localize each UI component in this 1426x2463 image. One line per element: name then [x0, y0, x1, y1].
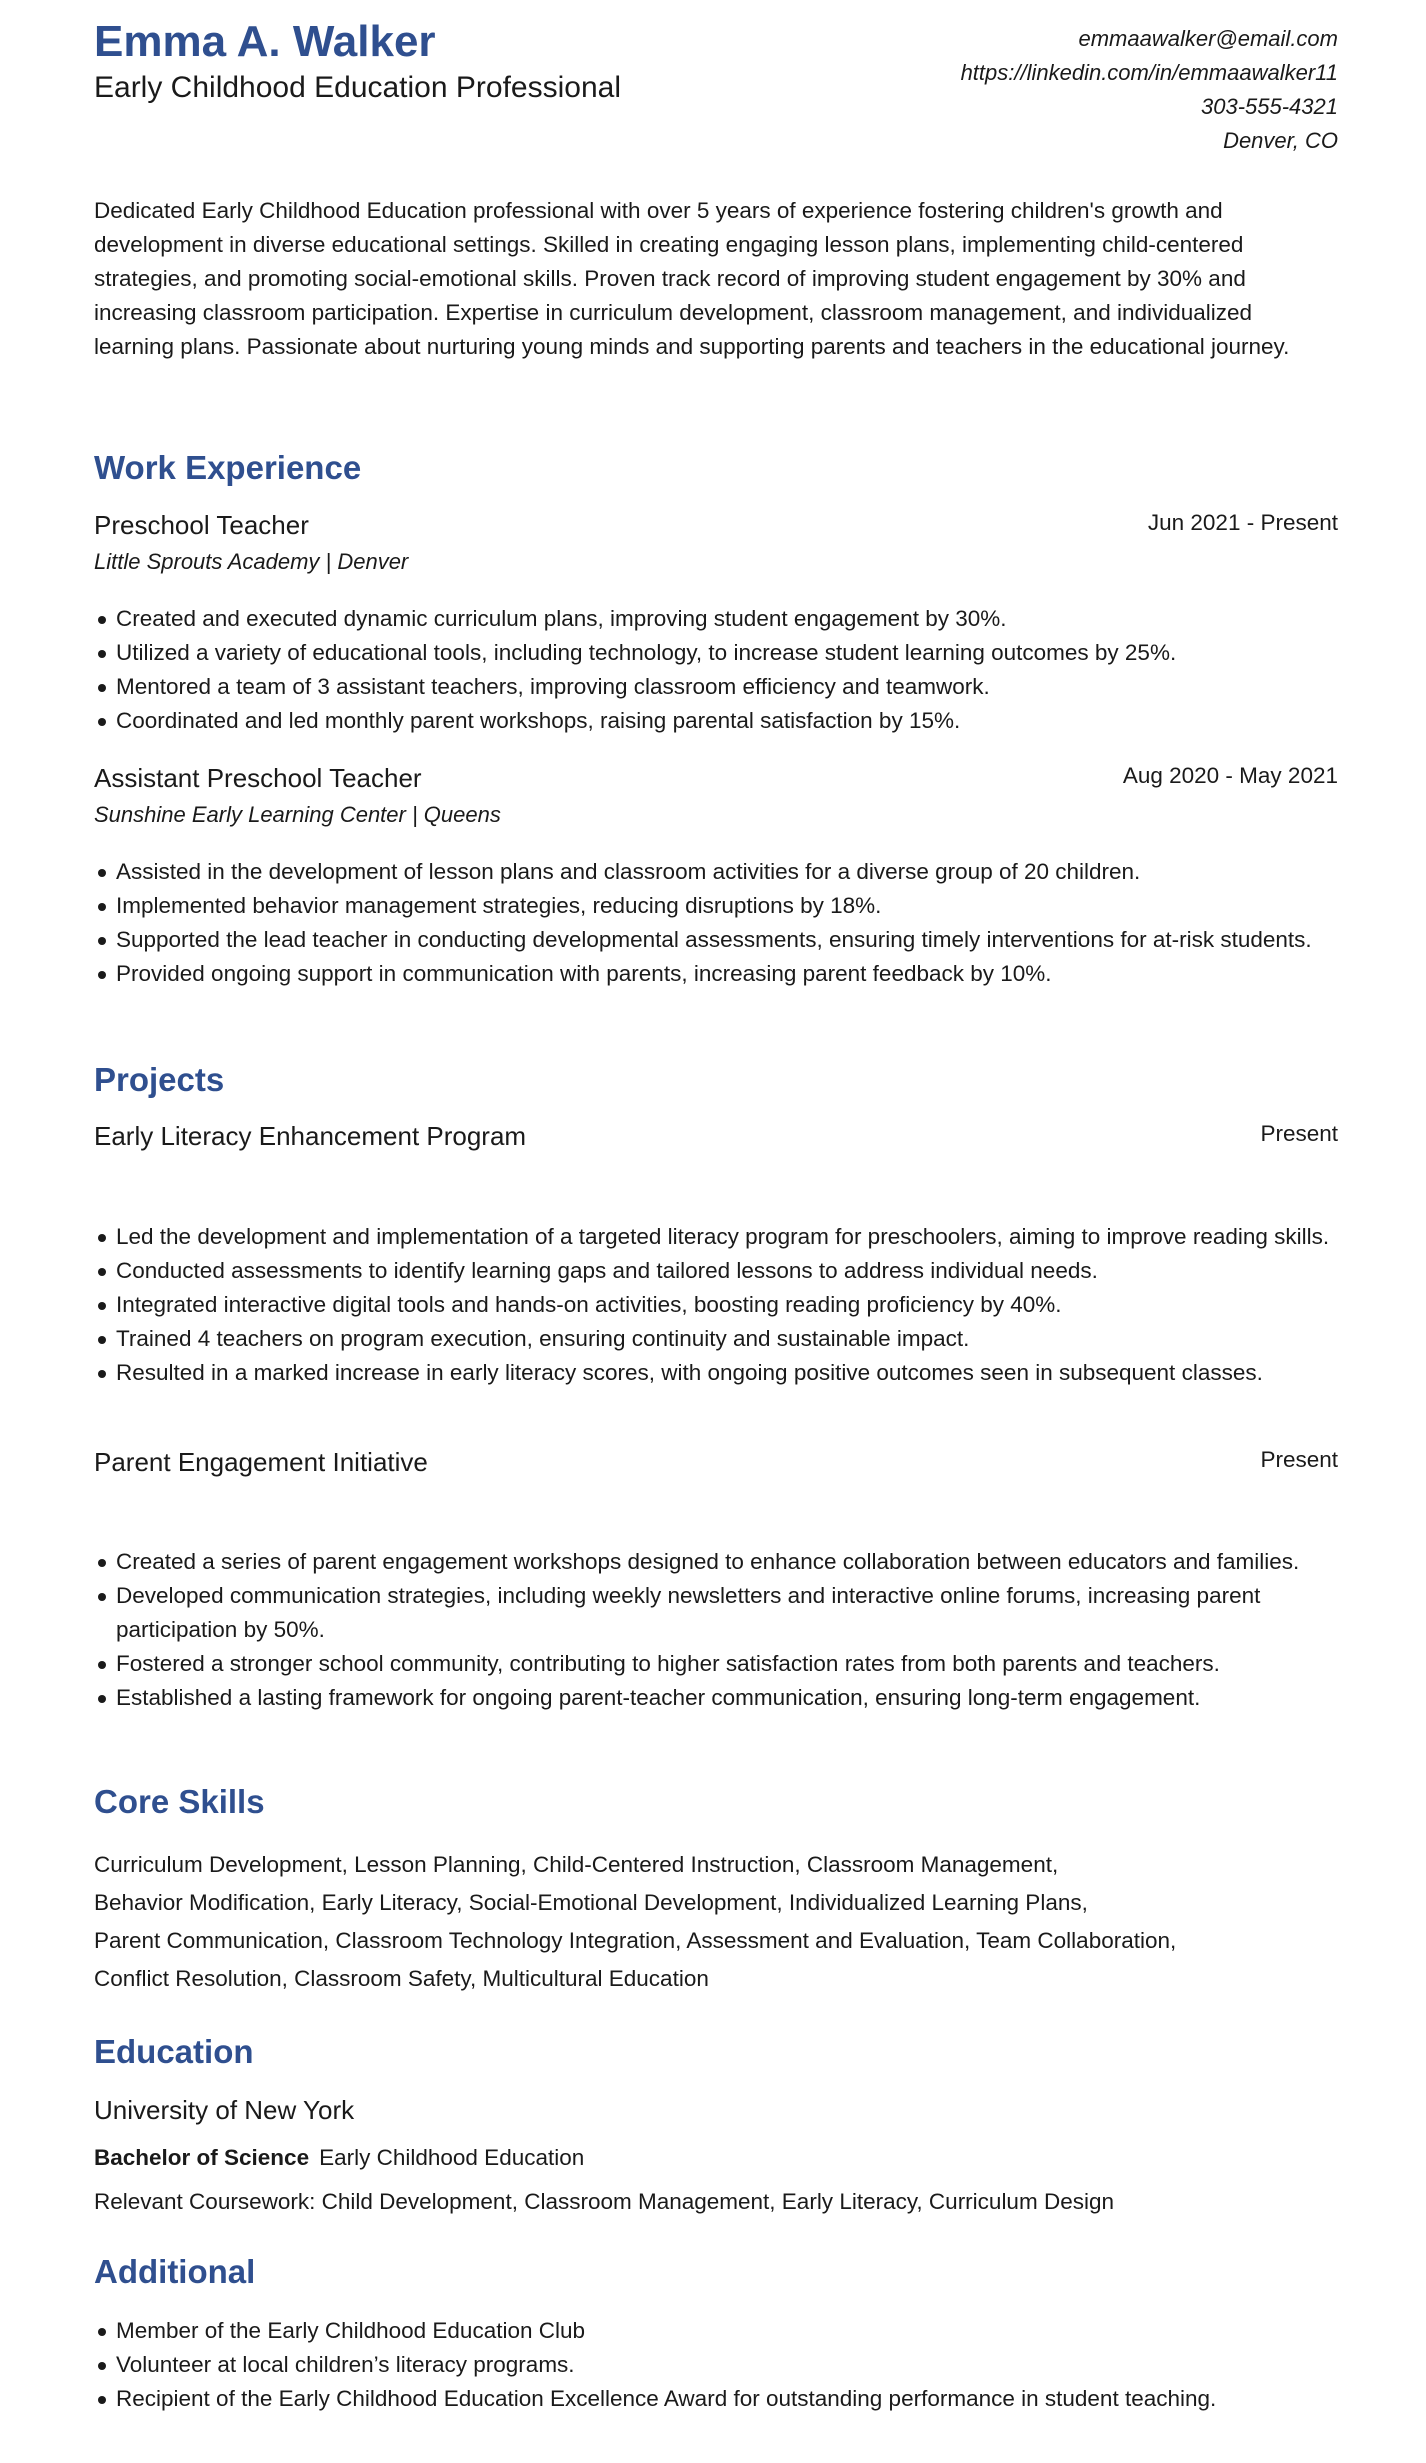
- project-dates: Present: [1260, 1121, 1338, 1146]
- list-item: Coordinated and led monthly parent workshops, raising parental satisfaction by 15%.: [116, 704, 1360, 738]
- list-item: Utilized a variety of educational tools, including technology, to increase student learning outcomes by 25%.: [116, 636, 1360, 670]
- contact-location: Denver, CO: [1223, 128, 1338, 153]
- contact-phone[interactable]: 303-555-4321: [1200, 94, 1338, 119]
- job-organization: Little Sprouts Academy | Denver: [94, 549, 409, 574]
- list-item: Trained 4 teachers on program execution, ensuring continuity and sustainable impact.: [116, 1322, 1360, 1356]
- job-bullets: [94, 855, 1360, 991]
- section-title-additional: Additional: [94, 2253, 256, 2290]
- education-degree-line: [94, 2141, 584, 2175]
- skills-line: Curriculum Development, Lesson Planning, Child-Centered Instruction, Classroom Management,: [94, 1852, 1059, 1877]
- list-item: Member of the Early Childhood Education Club: [116, 2314, 1360, 2348]
- contact-email[interactable]: emmaawalker@email.com: [1078, 26, 1338, 51]
- resume-page: [94, 0, 1338, 2411]
- list-item: Recipient of the Early Childhood Education Excellence Award for outstanding performance in student teaching.: [116, 2382, 1360, 2416]
- list-item: Established a lasting framework for ongoing parent-teacher communication, ensuring long-term engagement.: [116, 1681, 1360, 1715]
- job-title: Assistant Preschool Teacher: [94, 763, 422, 793]
- section-title-work: Work Experience: [94, 449, 362, 486]
- job-dates: Aug 2020 - May 2021: [1122, 763, 1338, 788]
- job-title: Preschool Teacher: [94, 510, 309, 540]
- list-item: Provided ongoing support in communication with parents, increasing parent feedback by 10%.: [116, 957, 1360, 991]
- list-item: Led the development and implementation of a targeted literacy program for preschoolers, aiming to improve reading skills.: [116, 1220, 1360, 1254]
- job-dates: Jun 2021 - Present: [1147, 510, 1338, 535]
- education-school: University of New York: [94, 2095, 355, 2125]
- skills-line: Behavior Modification, Early Literacy, Social-Emotional Development, Individualized Learning Plans,: [94, 1890, 1088, 1915]
- list-item: Volunteer at local children’s literacy programs.: [116, 2348, 1360, 2382]
- list-item: Implemented behavior management strategies, reducing disruptions by 18%.: [116, 889, 1360, 923]
- list-item: Conducted assessments to identify learning gaps and tailored lessons to address individual needs.: [116, 1254, 1360, 1288]
- section-title-projects: Projects: [94, 1061, 225, 1098]
- candidate-headline: Early Childhood Education Professional: [94, 71, 621, 104]
- professional-summary: Dedicated Early Childhood Education professional with over 5 years of experience fostering children's growth and development in diverse educational settings. Skilled in creating engaging lesson plans, implementing child-centered strategies, and promoting social-emotional skills. Proven track record of improving student engagement by 30% and increasing classroom participation. Expertise in curriculum development, classroom management, and individualized learning plans. Passionate about nurturing young minds and supporting parents and teachers in the educational journey.: [94, 198, 1290, 359]
- contact-linkedin[interactable]: https://linkedin.com/in/emmaawalker11: [960, 60, 1338, 85]
- list-item: Developed communication strategies, including weekly newsletters and interactive online forums, increasing parent participation by 50%.: [116, 1579, 1360, 1647]
- list-item: Mentored a team of 3 assistant teachers, improving classroom efficiency and teamwork.: [116, 670, 1360, 704]
- job-organization: Sunshine Early Learning Center | Queens: [94, 802, 501, 827]
- list-item: Created and executed dynamic curriculum plans, improving student engagement by 30%.: [116, 602, 1360, 636]
- section-title-skills: Core Skills: [94, 1783, 265, 1820]
- education-field: Early Childhood Education: [319, 2145, 585, 2170]
- candidate-name: Emma A. Walker: [94, 17, 436, 66]
- project-title: Early Literacy Enhancement Program: [94, 1121, 527, 1151]
- list-item: Supported the lead teacher in conducting developmental assessments, ensuring timely interventions for at-risk students.: [116, 923, 1360, 957]
- job-bullets: [94, 602, 1360, 738]
- skills-line: Parent Communication, Classroom Technology Integration, Assessment and Evaluation, Team Collaboration,: [94, 1928, 1177, 1953]
- education-degree: Bachelor of Science: [94, 2145, 310, 2170]
- list-item: Fostered a stronger school community, contributing to higher satisfaction rates from both parents and teachers.: [116, 1647, 1360, 1681]
- list-item: Created a series of parent engagement workshops designed to enhance collaboration between educators and families.: [116, 1545, 1360, 1579]
- project-bullets: [94, 1545, 1360, 1715]
- skills-line: Conflict Resolution, Classroom Safety, Multicultural Education: [94, 1966, 709, 1991]
- resume-header: [94, 0, 1338, 180]
- additional-bullets: [94, 2314, 1360, 2416]
- project-title: Parent Engagement Initiative: [94, 1447, 428, 1477]
- project-dates: Present: [1260, 1447, 1338, 1472]
- list-item: Assisted in the development of lesson plans and classroom activities for a diverse group of 20 children.: [116, 855, 1360, 889]
- contact-info: [961, 22, 1338, 158]
- list-item: Integrated interactive digital tools and hands-on activities, boosting reading proficiency by 40%.: [116, 1288, 1360, 1322]
- list-item: Resulted in a marked increase in early literacy scores, with ongoing positive outcomes seen in subsequent classes.: [116, 1356, 1360, 1390]
- education-coursework: Relevant Coursework: Child Development, Classroom Management, Early Literacy, Curriculum Design: [94, 2189, 1114, 2214]
- section-title-education: Education: [94, 2033, 254, 2070]
- skills-list: [94, 1846, 1338, 1998]
- project-bullets: [94, 1220, 1360, 1390]
